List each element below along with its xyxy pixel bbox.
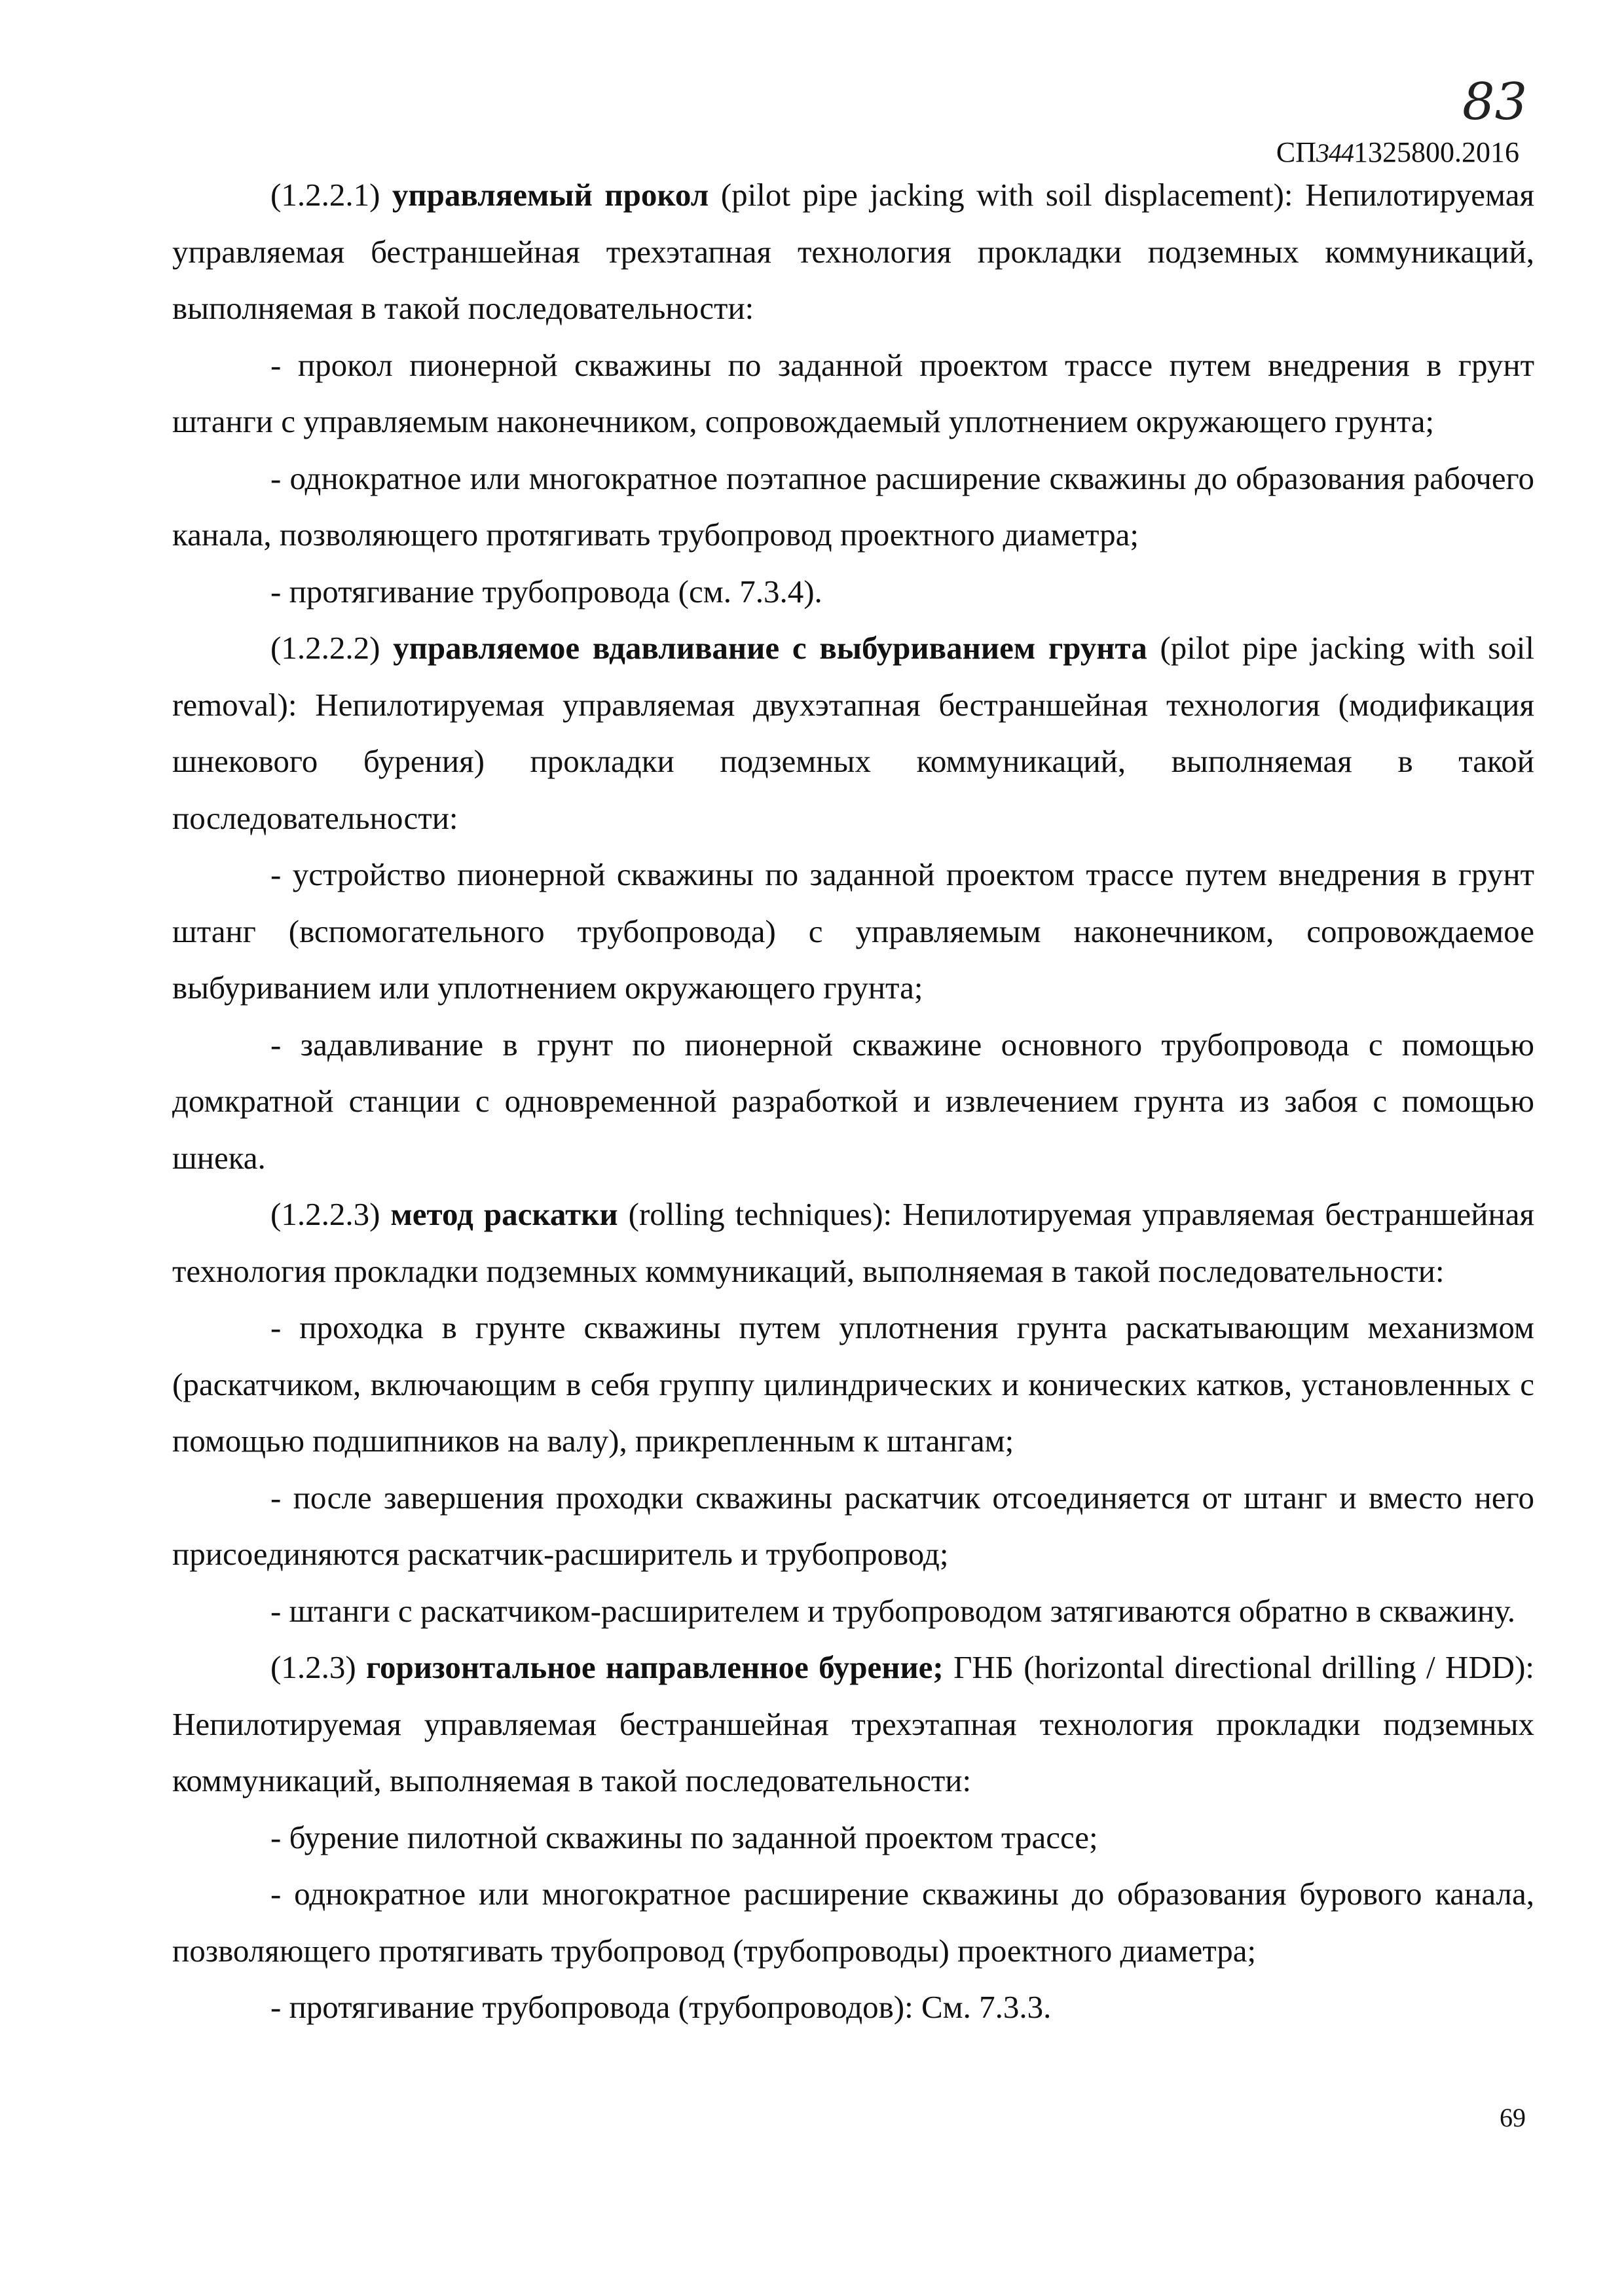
list-item: - однократное или многократное поэтапное расширение скважины до образования рабочего канала, позволяющего протягивать трубопровод проектного диаметра; <box>172 460 1534 553</box>
list-item: - протягивание трубопровода (трубопроводов): См. 7.3.3. <box>270 1989 1052 2025</box>
page-number: 69 <box>1500 2103 1526 2132</box>
definition-paragraph <box>172 620 1534 847</box>
code-handwritten: 344 <box>1316 138 1354 168</box>
definition-paragraph <box>172 1186 1534 1300</box>
definition-text: (rolling techniques): Непилотируемая управляемая бестраншейная технология прокладки подземных коммуникаций, выполняемая в такой последовательности: <box>172 1196 1535 1289</box>
list-item: - после завершения проходки скважины раскатчик отсоединяется от штанг и вместо него присоединяются раскатчик-расширитель и трубопровод; <box>172 1479 1534 1572</box>
clause-number: (1.2.2.2) <box>270 630 380 666</box>
handwritten-page-number <box>1457 72 1536 131</box>
definition-paragraph <box>172 167 1534 337</box>
term: горизонтальное направленное бурение; <box>365 1649 944 1685</box>
list-item: - прокол пионерной скважины по заданной проектом трассе путем внедрения в грунт штанги с управляемым наконечником, сопровождаемый уплотнением окружающего грунта; <box>172 346 1534 439</box>
clause-number: (1.2.2.1) <box>270 177 380 213</box>
code-prefix: СП <box>1276 136 1316 168</box>
list-item: - бурение пилотной скважины по заданной проектом трассе; <box>270 1819 1098 1855</box>
list-item: - устройство пионерной скважины по заданной проектом трассе путем внедрения в грунт штанг (вспомогательного трубопровода) с управляемым наконечником, сопровождаемое выбуриванием или уплотнением окружающего грунта; <box>172 856 1534 1006</box>
list-item: - однократное или многократное расширение скважины до образования бурового канала, позволяющего протягивать трубопровод (трубопроводы) проектного диаметра; <box>172 1876 1534 1969</box>
term: управляемый прокол <box>392 177 709 213</box>
definition-text: ГНБ (horizontal directional drilling / HDD): Непилотируемая управляемая бестраншейная трехэтапная технология прокладки подземных коммуникаций, выполняемая в такой последовательности: <box>172 1649 1535 1798</box>
definition-paragraph <box>172 1639 1534 1810</box>
definition-text: (pilot pipe jacking with soil removal): Непилотируемая управляемая двухэтапная бестраншейная технология (модификация шнекового бурения) прокладки подземных коммуникаций, выполняемая в такой последовательности: <box>172 630 1535 836</box>
term: управляемое вдавливание с выбуриванием грунта <box>393 630 1147 666</box>
code-suffix: 1325800.2016 <box>1354 136 1519 168</box>
list-item: - штанги с раскатчиком-расширителем и трубопроводом затягиваются обратно в скважину. <box>270 1592 1515 1629</box>
list-item: - протягивание трубопровода (см. 7.3.4). <box>270 573 822 610</box>
document-code <box>1276 134 1519 172</box>
list-item: - задавливание в грунт по пионерной скважине основного трубопровода с помощью домкратной станции с одновременной разработкой и извлечением грунта из забоя с помощью шнека. <box>172 1026 1534 1176</box>
term: метод раскатки <box>390 1196 618 1232</box>
definition-text: (pilot pipe jacking with soil displacement): Непилотируемая управляемая бестраншейная трехэтапная технология прокладки подземных коммуникаций, выполняемая в такой последовательности: <box>172 177 1535 326</box>
list-item: - проходка в грунте скважины путем уплотнения грунта раскатывающим механизмом (раскатчиком, включающим в себя группу цилиндрических и конических катков, установленных с помощью подшипников на валу), прикрепленным к штангам; <box>172 1309 1534 1459</box>
document-body <box>172 167 1534 2036</box>
svg-text:83: 83 <box>1462 73 1528 131</box>
clause-number: (1.2.2.3) <box>270 1196 380 1232</box>
clause-number: (1.2.3) <box>270 1649 356 1685</box>
